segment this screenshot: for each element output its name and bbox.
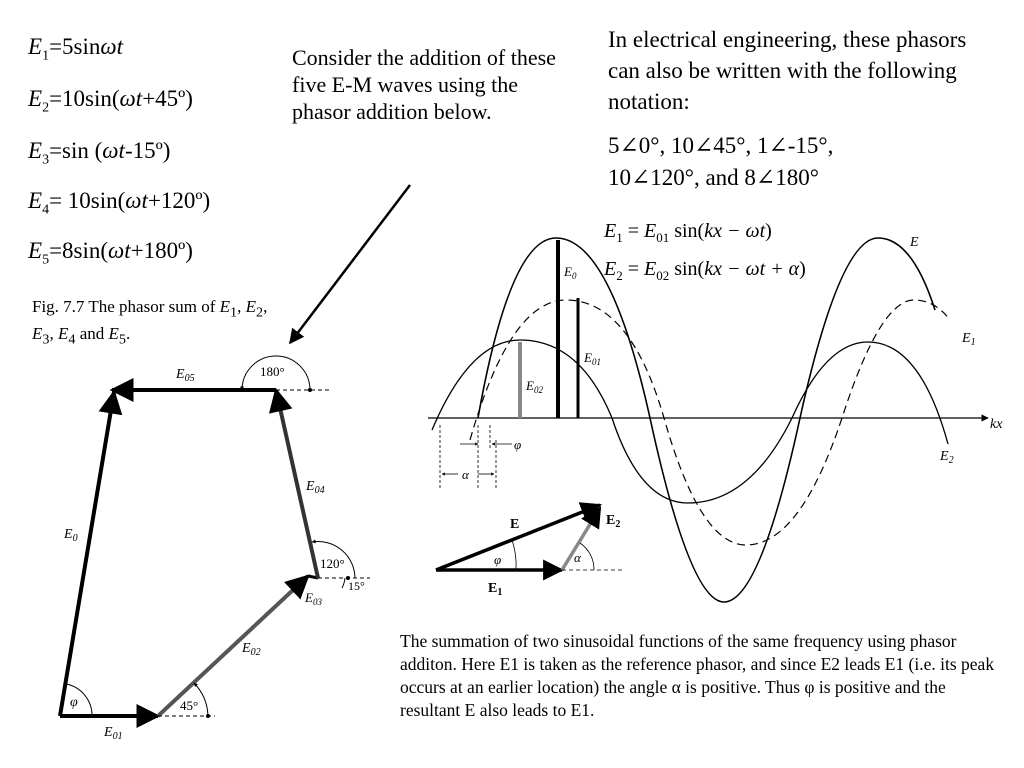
small-label-phi: φ: [494, 552, 502, 567]
label-120: 120°: [320, 556, 345, 571]
equation-e3: $E_3=\sin$ (ωt-15º): [28, 138, 171, 168]
notation-values-1: 5∠0°, 10∠45°, 1∠-15°,: [608, 133, 834, 158]
label-wave-e0: $E_0$: [564, 264, 577, 281]
label-kx: kx: [990, 417, 1003, 432]
label-e0: $E_0$: [64, 527, 78, 544]
label-wave-phi: φ: [514, 437, 522, 452]
consider-text: Consider the addition of these five E-M waves using the phasor addition below.: [292, 45, 556, 124]
small-phasor-diagram: [436, 505, 622, 598]
label-wave-e2: $E_2$: [940, 449, 954, 466]
pointer-arrow: [290, 185, 410, 343]
label-e02: $E_{02}$: [242, 641, 261, 658]
wave-equation-1: $E_1 = E_{01}$ sin(kx − ωt): [604, 220, 772, 245]
label-wave-e02: $E_{02}$: [526, 378, 543, 395]
small-label-alpha: α: [574, 550, 581, 565]
equation-e1: $E_1=5\sin\omega t$: [28, 34, 124, 64]
small-label-e1: $E_1$: [488, 581, 503, 598]
wave-e: [478, 238, 935, 602]
label-wave-e01: $E_{01}$: [584, 350, 601, 367]
label-wave-e1: $E_1$: [962, 331, 976, 348]
wave-equation-2: $E_2 = E_{02}$ sin(kx − ωt + α): [604, 258, 806, 283]
phasor-e02: [158, 576, 308, 716]
label-45: 45°: [180, 698, 199, 713]
figure-caption: Fig. 7.7 The phasor sum of $E_1$, $E_2$, $E_3$, $E_4$ and $E_5$.: [32, 297, 268, 348]
label-e04: $E_{04}$: [306, 479, 325, 496]
notation-values-2: 10∠120°, and 8∠180°: [608, 165, 819, 190]
phasor-sum-diagram: [60, 356, 370, 742]
equation-e2: $E_2=10\sin(\omega t+45º)$: [28, 86, 193, 116]
label-e05: $E_{05}$: [176, 367, 195, 384]
small-label-e: E: [510, 517, 520, 532]
label-e01: $E_{01}$: [104, 725, 123, 742]
phasor-e0: [60, 392, 114, 716]
label-phi: φ: [70, 695, 78, 710]
small-label-e2: $E_2$: [606, 513, 621, 530]
notation-text: In electrical engineering, these phasors can also be written with the following notation:: [608, 27, 967, 114]
bottom-description: The summation of two sinusoidal functions of the same frequency using phasor additon. Here E1 is taken as the reference phasor, and since E2 leads E1 (i.e. its peak occurs at an earlier location) the angle α is positive. Thus φ is positive and the resultant E also leads to E1.: [400, 631, 995, 720]
label-180: 180°: [260, 364, 285, 379]
label-e03: $E_{03}$: [305, 590, 322, 607]
label-wave-e: E: [910, 235, 919, 250]
equation-e4: $E_4=$ 10sin(ωt+120º): [28, 188, 211, 218]
equation-e5: $E_5=8\sin(\omega t+180º)$: [28, 238, 193, 268]
label-wave-alpha: α: [462, 467, 469, 482]
label-15: 15°: [348, 579, 365, 593]
wave-e2: [432, 340, 948, 503]
wave-e1: [470, 300, 950, 545]
